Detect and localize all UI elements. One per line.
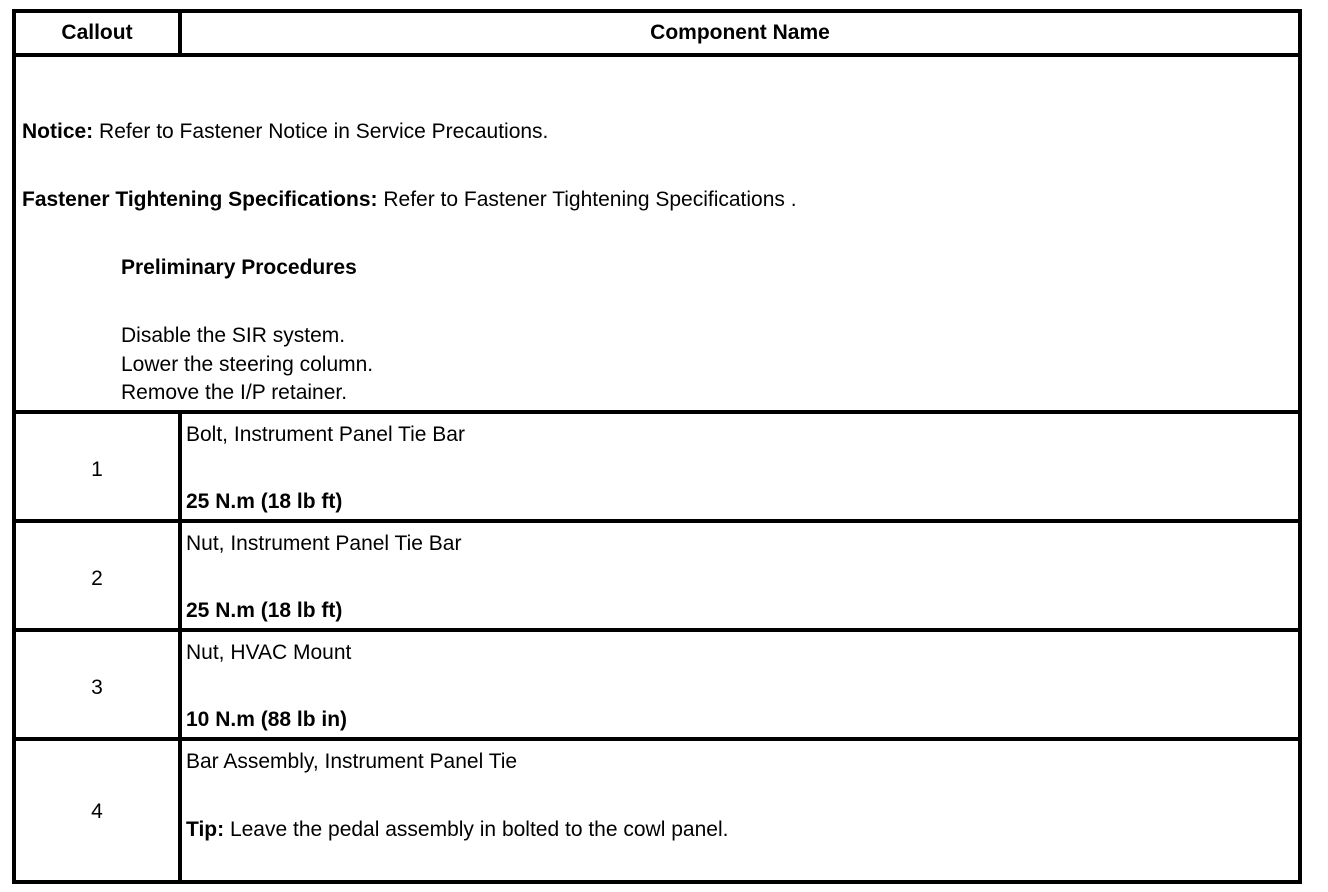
notice-label: Notice: bbox=[22, 120, 94, 143]
component-table bbox=[12, 9, 1302, 884]
procedure-step: Disable the SIR system. bbox=[121, 324, 346, 347]
callout-number: 2 bbox=[91, 567, 103, 590]
callout-number: 4 bbox=[91, 800, 103, 823]
component-name: Bar Assembly, Instrument Panel Tie bbox=[186, 750, 518, 773]
row-divider bbox=[16, 628, 1298, 632]
tip-label: Tip: bbox=[186, 818, 225, 841]
component-name: Nut, HVAC Mount bbox=[186, 641, 352, 664]
torque-spec: 25 N.m (18 lb ft) bbox=[186, 490, 343, 513]
header-component-name: Component Name bbox=[650, 21, 830, 44]
row-divider bbox=[16, 53, 1298, 57]
tip-text: Leave the pedal assembly in bolted to the cowl panel. bbox=[224, 818, 729, 841]
component-name: Bolt, Instrument Panel Tie Bar bbox=[186, 423, 465, 446]
fastener-spec-label: Fastener Tightening Specifications: bbox=[22, 188, 378, 211]
callout-number: 1 bbox=[91, 458, 103, 481]
torque-spec: 10 N.m (88 lb in) bbox=[186, 708, 348, 731]
column-divider bbox=[178, 13, 182, 53]
notice-text: Refer to Fastener Notice in Service Precautions. bbox=[93, 120, 549, 143]
component-name: Nut, Instrument Panel Tie Bar bbox=[186, 532, 462, 555]
torque-spec: 25 N.m (18 lb ft) bbox=[186, 599, 343, 622]
fastener-spec-line bbox=[22, 188, 797, 212]
callout-number: 3 bbox=[91, 676, 103, 699]
tip-line bbox=[186, 818, 728, 842]
row-divider bbox=[16, 410, 1298, 414]
row-divider bbox=[16, 519, 1298, 523]
row-divider bbox=[16, 737, 1298, 741]
column-divider bbox=[178, 414, 182, 884]
notice-line bbox=[22, 120, 548, 144]
header-callout: Callout bbox=[61, 21, 133, 44]
procedure-step: Lower the steering column. bbox=[121, 353, 374, 376]
procedure-step: Remove the I/P retainer. bbox=[121, 381, 348, 404]
fastener-spec-text: Refer to Fastener Tightening Specifications . bbox=[377, 188, 797, 211]
preliminary-procedures-title: Preliminary Procedures bbox=[121, 256, 357, 279]
